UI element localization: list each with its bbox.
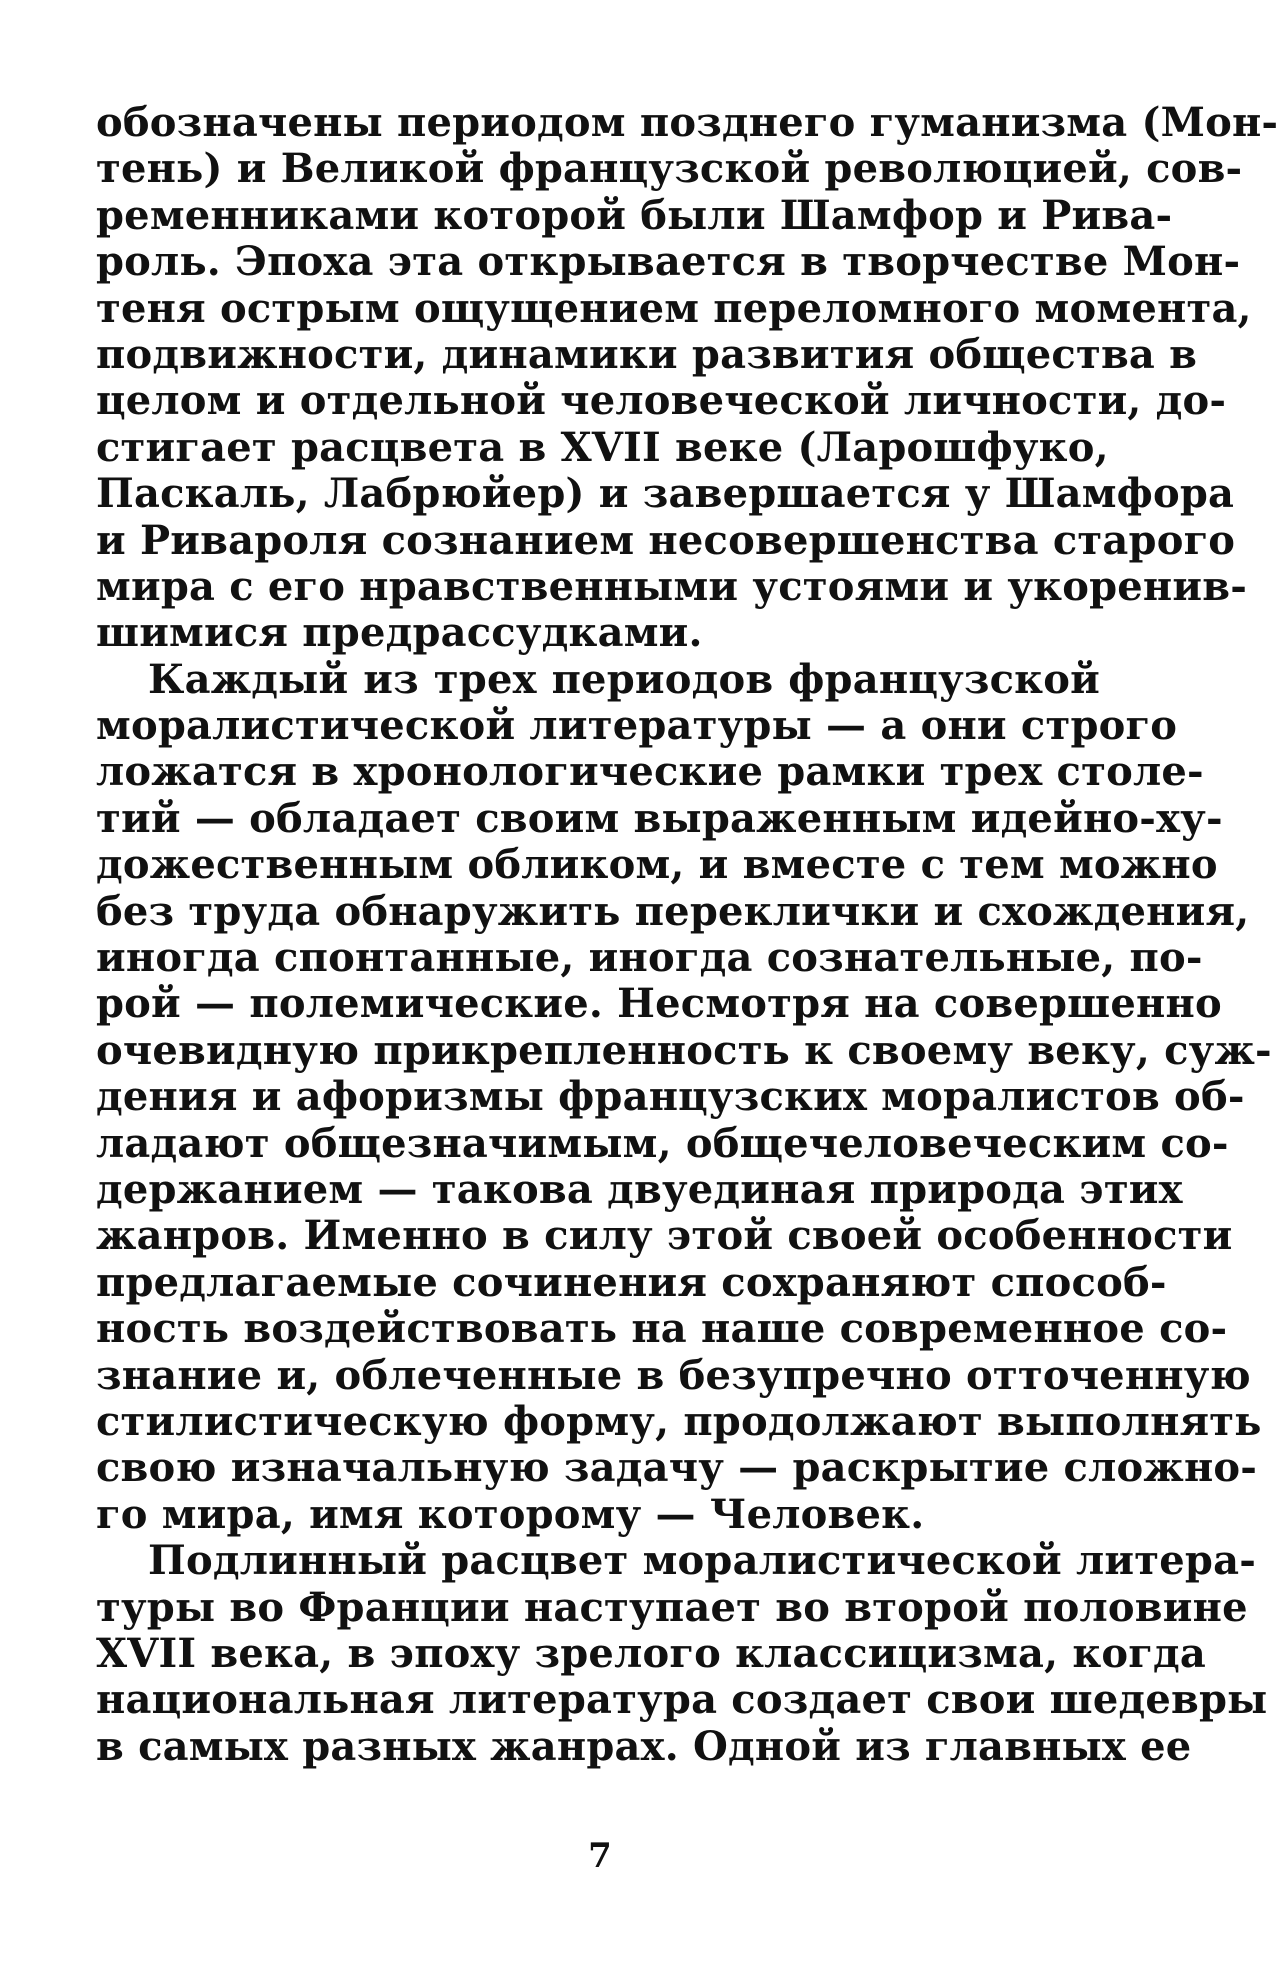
text-line: держанием — такова двуединая природа этих xyxy=(96,1165,1183,1213)
paragraph-3 xyxy=(96,1537,1268,1770)
text-line: ременниками которой были Шамфор и Рива- xyxy=(96,191,1173,239)
text-line: ладают общезначимым, общечеловеческим со- xyxy=(96,1119,1229,1167)
page-number: 7 xyxy=(588,1836,612,1876)
text-line: предлагаемые сочинения сохраняют способ- xyxy=(96,1258,1167,1306)
text-line: стилистическую форму, продолжают выполнять xyxy=(96,1397,1262,1445)
body-text xyxy=(96,99,1278,1770)
paragraph-1 xyxy=(96,99,1278,657)
text-line: тий — обладает своим выраженным идейно-ху- xyxy=(96,794,1223,842)
text-line: иногда спонтанные, иногда сознательные, по- xyxy=(96,934,1203,982)
text-line: XVII века, в эпоху зрелого классицизма, когда xyxy=(96,1629,1206,1677)
text-line: в самых разных жанрах. Одной из главных ее xyxy=(96,1722,1192,1770)
text-line: мира с его нравственными устоями и укоренив- xyxy=(96,562,1248,610)
text-line: теня острым ощущением переломного момента, xyxy=(96,284,1252,332)
text-line: Каждый из трех периодов французской xyxy=(148,655,1100,703)
text-line: свою изначальную задачу — раскрытие сложно- xyxy=(96,1444,1258,1492)
text-line: шимися предрассудками. xyxy=(96,609,703,657)
text-line: дожественным обликом, и вместе с тем можно xyxy=(96,841,1218,889)
paragraph-2 xyxy=(96,655,1272,1538)
text-line: и Ривароля сознанием несовершенства старого xyxy=(96,516,1236,564)
text-line: подвижности, динамики развития общества в xyxy=(96,330,1198,378)
text-line: без труда обнаружить переклички и схождения, xyxy=(96,887,1250,935)
text-line: знание и, облеченные в безупречно отточенную xyxy=(96,1351,1251,1399)
text-line: рой — полемические. Несмотря на совершенно xyxy=(96,980,1222,1028)
text-line: Подлинный расцвет моралистической литера- xyxy=(148,1537,1257,1585)
text-line: туры во Франции наступает во второй половине xyxy=(96,1583,1248,1631)
text-line: тень) и Великой французской революцией, сов- xyxy=(96,145,1243,193)
text-line: го мира, имя которому — Человек. xyxy=(96,1490,925,1538)
text-line: ность воздействовать на наше современное со- xyxy=(96,1305,1228,1353)
text-line: национальная литература создает свои шедевры xyxy=(96,1676,1268,1724)
text-line: целом и отдельной человеческой личности, до- xyxy=(96,377,1227,425)
text-line: жанров. Именно в силу этой своей особенности xyxy=(96,1212,1233,1260)
text-line: ложатся в хронологические рамки трех столе- xyxy=(96,748,1204,796)
text-line: роль. Эпоха эта открывается в творчестве Мон- xyxy=(96,238,1241,286)
text-line: моралистической литературы — а они строго xyxy=(96,702,1178,750)
text-line: очевидную прикрепленность к своему веку, суж- xyxy=(96,1026,1272,1074)
text-line: обозначены периодом позднего гуманизма (Мон- xyxy=(96,99,1278,146)
text-line: Паскаль, Лабрюйер) и завершается у Шамфора xyxy=(96,470,1235,518)
text-line: дения и афоризмы французских моралистов об- xyxy=(96,1073,1245,1121)
text-line: стигает расцвета в XVII веке (Ларошфуко, xyxy=(96,423,1109,471)
